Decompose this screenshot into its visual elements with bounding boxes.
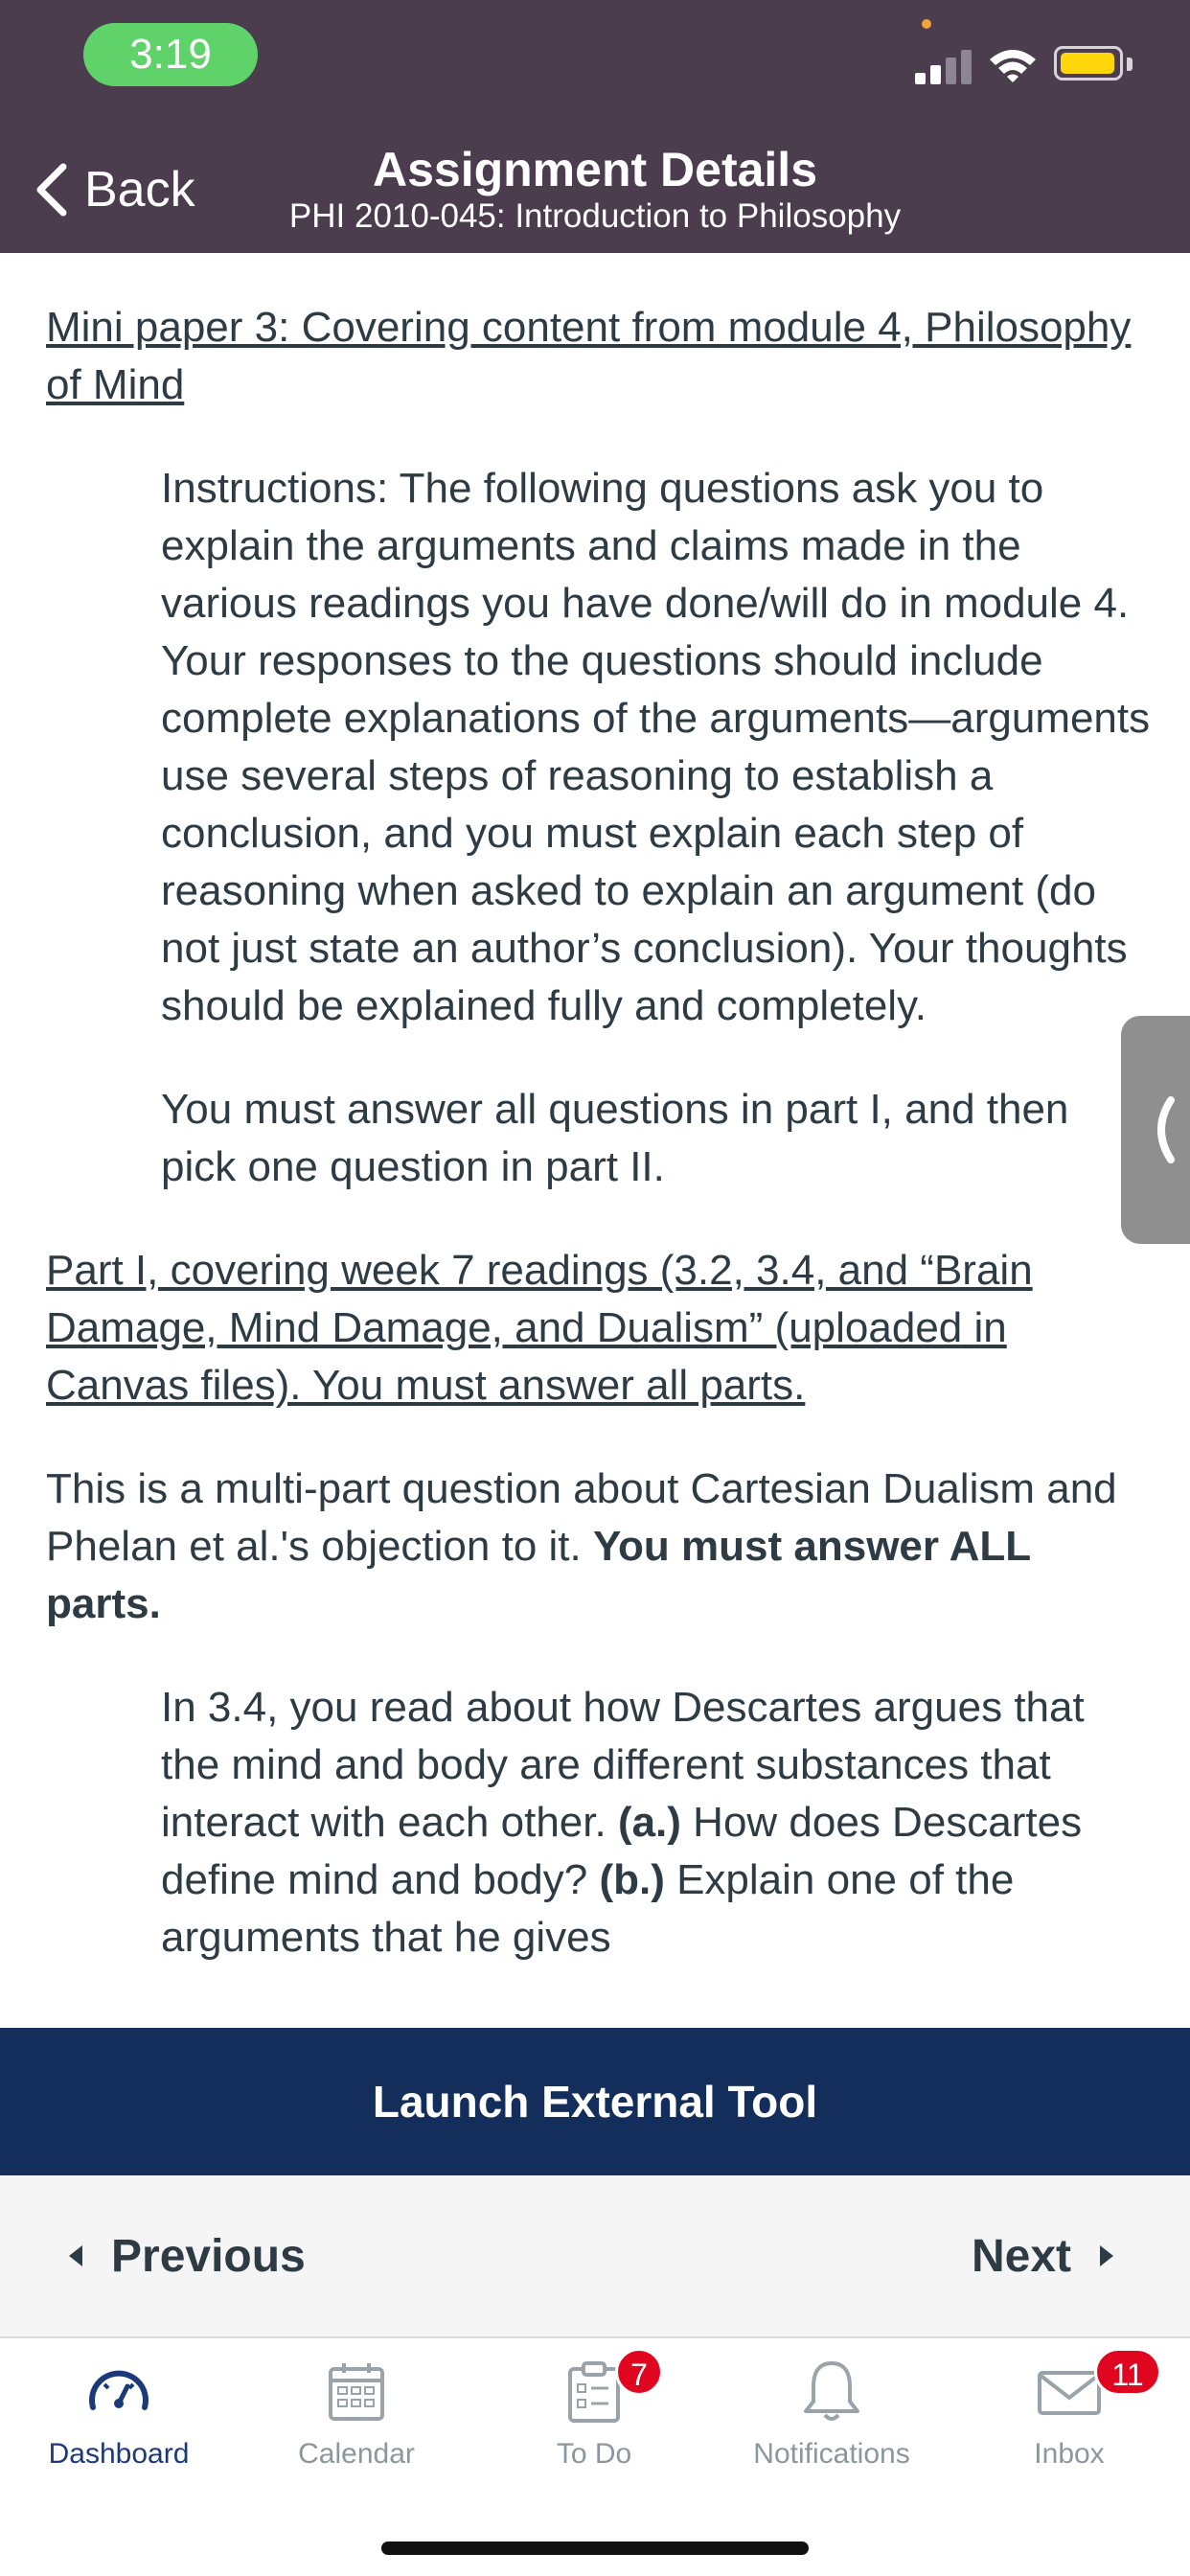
bottom-tab-bar — [0, 2338, 1190, 2576]
todo-badge: 7 — [615, 2348, 663, 2396]
must-answer-paragraph: You must answer all questions in part I, and then pick one question in part II. — [161, 1086, 1069, 1190]
question-intro: In 3.4, you read about how Descartes argues that the mind and body are different substances that interact with each other. — [161, 1684, 1085, 1846]
question-a-text: How does Descartes define mind and body? — [161, 1799, 1083, 1903]
question-b-text: Explain one of the arguments that he gives — [161, 1856, 1015, 1961]
page-title: Assignment Details — [372, 143, 817, 196]
multi-part-emphasis: You must answer ALL parts. — [46, 1523, 1031, 1627]
question-a-label: (a.) — [617, 1799, 681, 1846]
previous-label: Previous — [111, 2230, 306, 2282]
inbox-badge: 11 — [1094, 2348, 1161, 2396]
tab-dashboard-label: Dashboard — [48, 2438, 190, 2470]
tab-todo[interactable] — [475, 2338, 713, 2492]
instructions-paragraph: Instructions: The following questions ask you to explain the arguments and claims made in the various readings you have done/will do in module 4. Your responses to the questions should include complete explanations of the arguments—arguments use several steps of reasoning to establish a conclusion, and you must explain each step of reasoning when asked to explain an argument (do not just state an author’s conclusion). Your thoughts should be explained fully and completely. — [161, 465, 1151, 1029]
multi-part-intro: This is a multi-part question about Cartesian Dualism and Phelan et al.'s objection to it. — [46, 1465, 1117, 1570]
tab-dashboard[interactable] — [0, 2338, 238, 2492]
tab-notifications[interactable] — [713, 2338, 950, 2492]
bell-icon — [798, 2358, 865, 2425]
previous-button[interactable] — [69, 2227, 306, 2285]
battery-cap — [1127, 58, 1133, 71]
dashboard-icon — [85, 2358, 152, 2425]
tab-notifications-label: Notifications — [753, 2438, 910, 2470]
caret-right-icon — [1100, 2245, 1113, 2266]
tab-calendar[interactable] — [238, 2338, 475, 2492]
course-subtitle: PHI 2010-045: Introduction to Philosophy — [288, 197, 902, 235]
module-heading: Mini paper 3: Covering content from module 4, Philosophy of Mind — [46, 304, 1132, 408]
back-label: Back — [84, 162, 195, 218]
assignment-description — [0, 253, 1190, 2028]
privacy-indicator-dot — [922, 19, 931, 29]
pager-bar — [0, 2175, 1190, 2338]
chevron-left-icon — [1142, 1096, 1180, 1163]
mail-icon — [1036, 2358, 1103, 2425]
tab-inbox-label: Inbox — [1034, 2438, 1105, 2470]
wifi-icon — [987, 46, 1039, 84]
home-indicator — [381, 2542, 809, 2555]
launch-external-tool-button[interactable]: Launch External Tool — [0, 2028, 1190, 2175]
question-b-label: (b.) — [599, 1856, 665, 1903]
question-paragraph — [0, 1679, 1190, 1966]
caret-left-icon — [69, 2245, 82, 2266]
part1-heading: Part I, covering week 7 readings (3.2, 3.4, and “Brain Damage, Mind Damage, and Dualism” (uploaded in Canvas files). You must answer all parts. — [46, 1247, 1033, 1409]
cellular-signal-icon — [915, 48, 973, 84]
next-label: Next — [971, 2230, 1071, 2282]
battery-icon — [1054, 46, 1123, 80]
calendar-icon — [323, 2358, 390, 2425]
status-time: 3:19 — [83, 23, 258, 86]
tab-inbox[interactable] — [950, 2338, 1188, 2492]
app-header — [0, 0, 1190, 253]
side-drawer-handle[interactable] — [1121, 1016, 1190, 1244]
tab-calendar-label: Calendar — [298, 2438, 415, 2470]
next-button[interactable] — [972, 2227, 1113, 2285]
tab-todo-label: To Do — [556, 2438, 632, 2470]
multi-part-paragraph — [0, 1460, 1190, 1633]
